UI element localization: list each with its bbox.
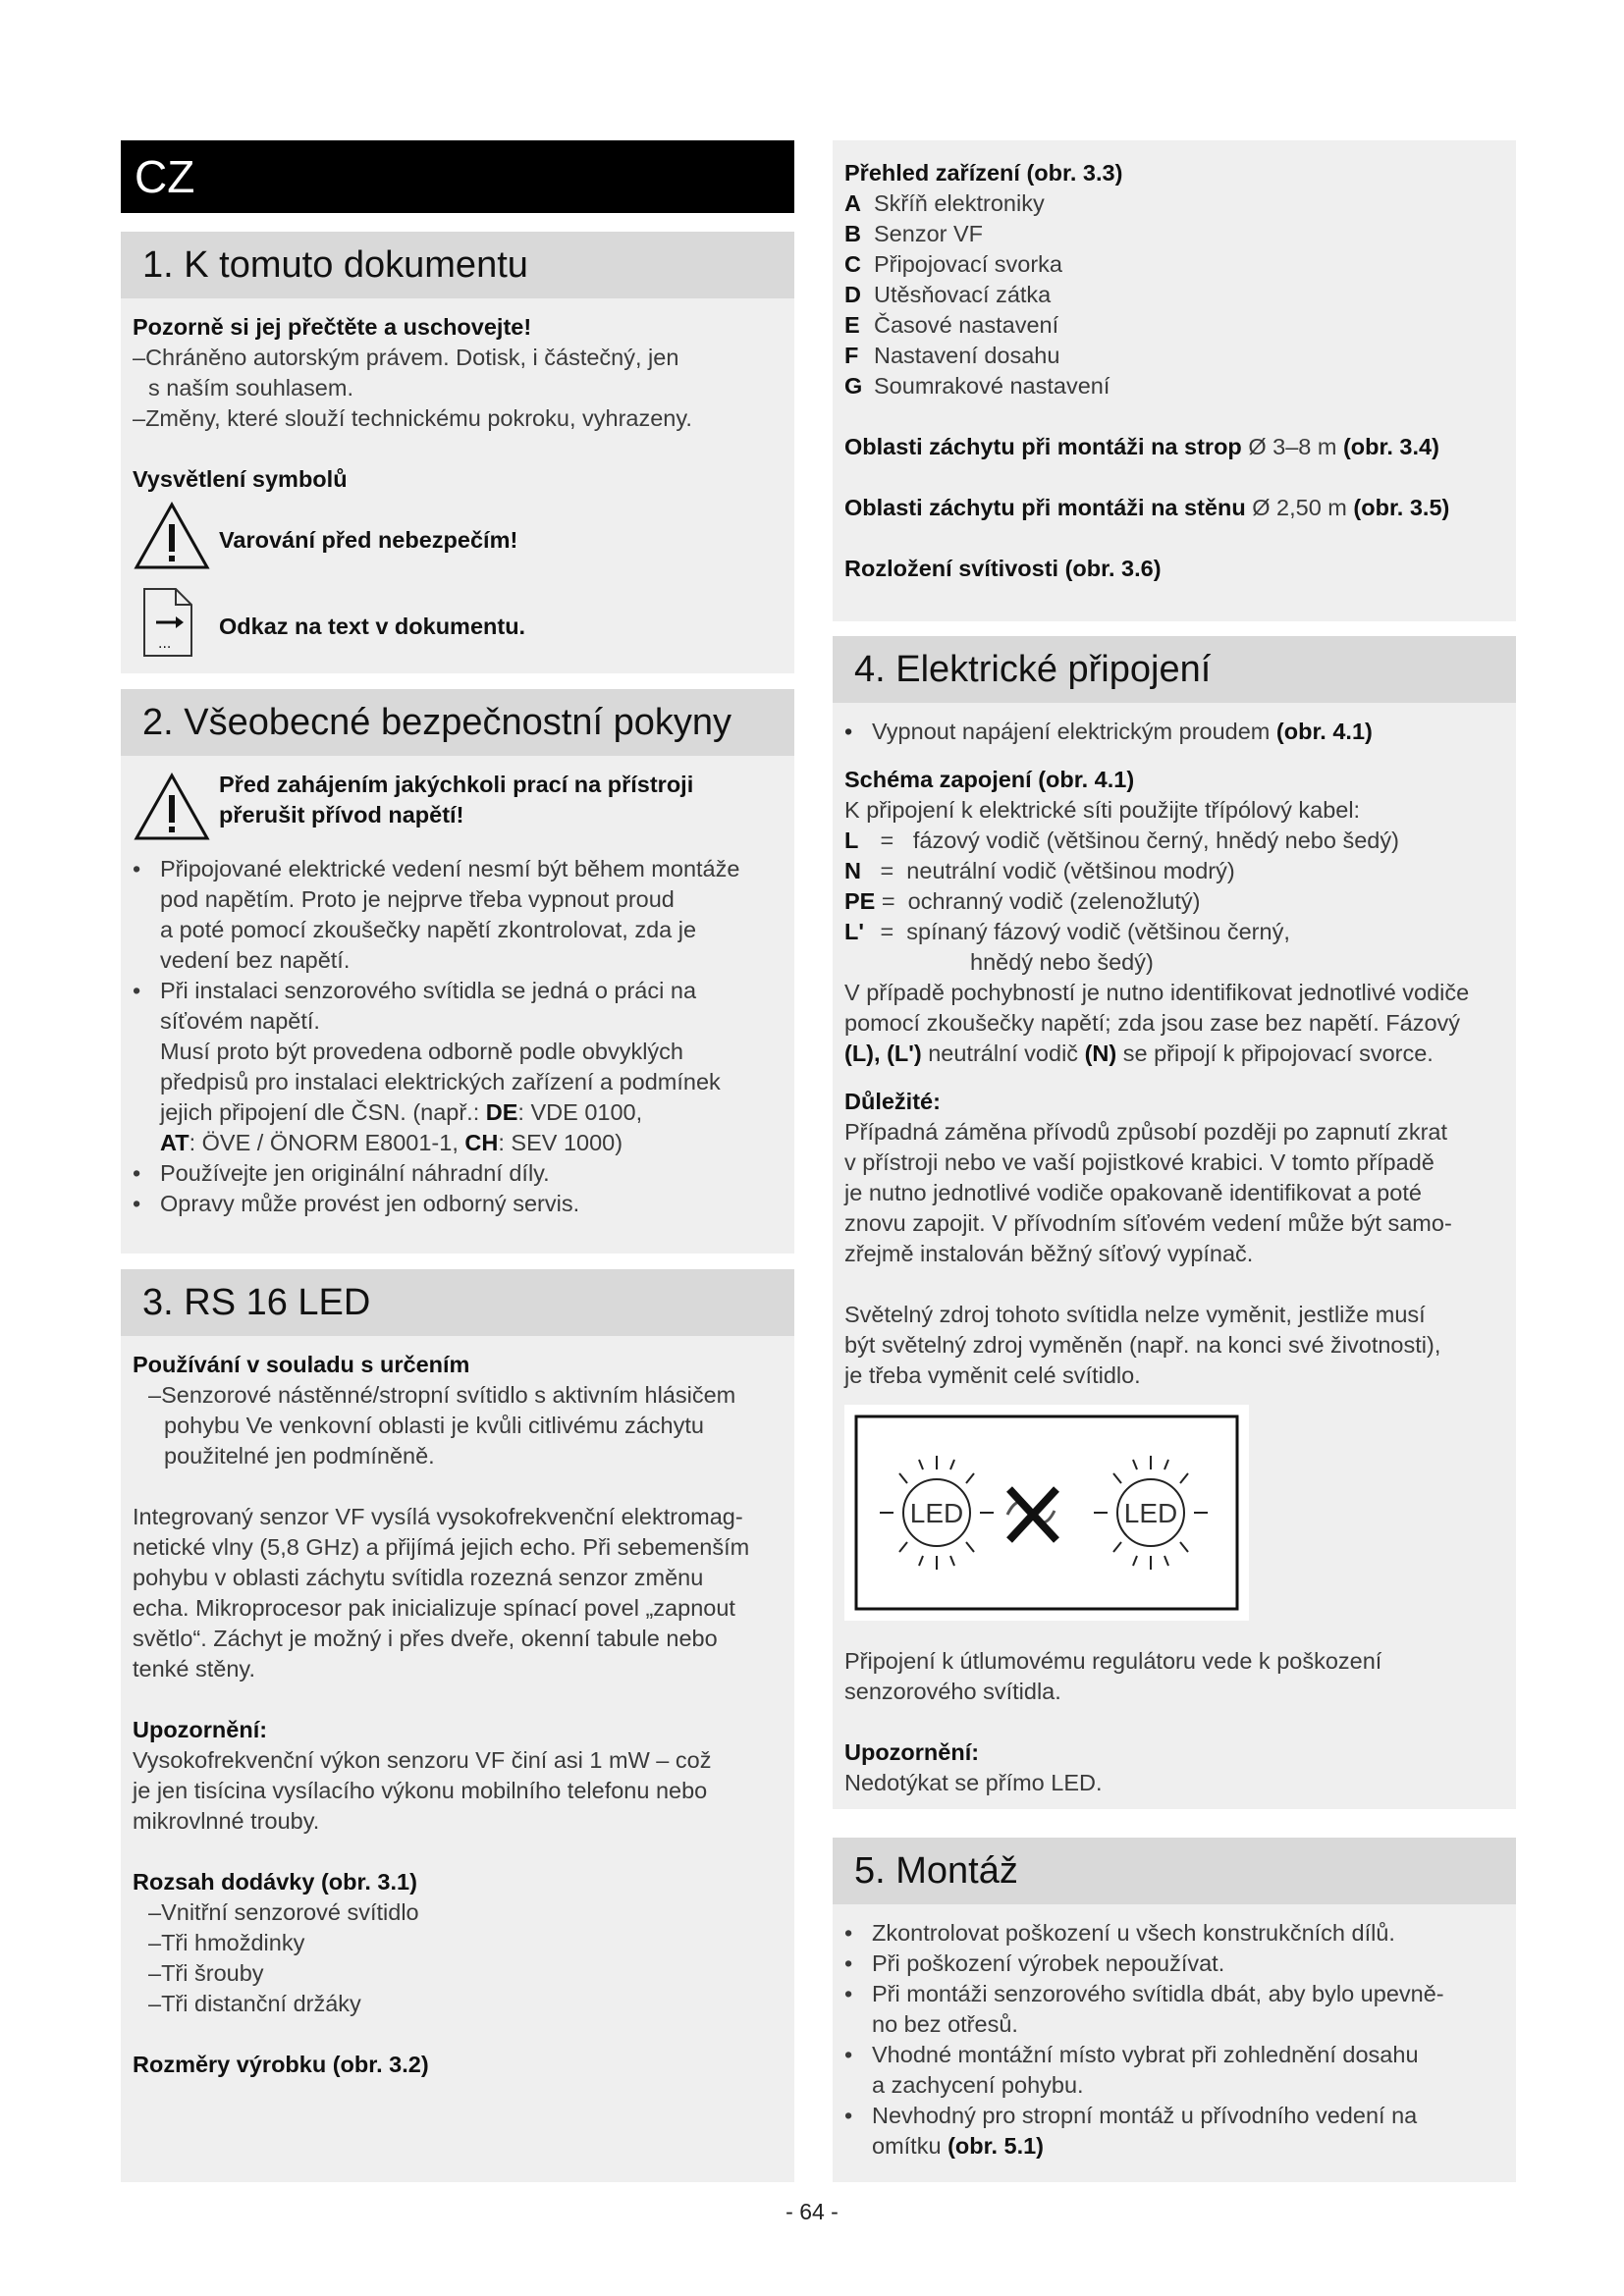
section-3	[121, 1269, 794, 2182]
sensor-text-l2: netické vlny (5,8 GHz) a přijímá jejich echo. Při sebemenším	[133, 1534, 750, 1560]
s4-bullet-1: • Vypnout napájení elektrickým proudem (obr. 4.1)	[844, 717, 1504, 747]
dims-heading: Rozměry výrobku (obr. 3.2)	[133, 2052, 429, 2077]
doubt-l3: (L), (L') neutrální vodič (N) se připojí k připojovací svorce.	[844, 1041, 1434, 1066]
use-l3: použitelné jen podmíněně.	[164, 1443, 435, 1468]
s5-bullet-2: • Při poškození výrobek nepoužívat.	[844, 1949, 1504, 1979]
use-heading: Používání v souladu s určením	[133, 1352, 470, 1377]
s3-note-l1: Vysokofrekvenční výkon senzoru VF činí asi 1 mW – což	[133, 1747, 712, 1773]
scope-item: –Tři šrouby	[148, 1960, 264, 1986]
section-4-title: 4. Elektrické připojení	[833, 636, 1516, 703]
sensor-text-l1: Integrovaný senzor VF vysílá vysokofrekvenční elektromag-	[133, 1504, 743, 1529]
section-4	[833, 636, 1516, 1809]
document-reference-icon	[133, 587, 195, 658]
important-l3: je nutno jednotlivé vodiče opakovaně identifikovat a poté	[844, 1180, 1422, 1205]
important-l2: v přístroji nebo ve vaší pojistkové krabici. V tomto případě	[844, 1149, 1435, 1175]
language-badge: CZ	[121, 140, 794, 213]
wall-range: Oblasti záchytu při montáži na stěnu Ø 2,50 m (obr. 3.5)	[844, 495, 1450, 520]
overview-item: B Senzor VF	[844, 221, 984, 246]
overview-item: G Soumrakové nastavení	[844, 373, 1110, 399]
s5-bullet-1: • Zkontrolovat poškození u všech konstrukčních dílů.	[844, 1918, 1504, 1949]
s1-dash2: –Změny, které slouží technickému pokroku, vyhrazeny.	[133, 405, 692, 431]
s5-bullet-5: • Nevhodný pro stropní montáž u přívodního vedení na omítku (obr. 5.1)	[844, 2101, 1504, 2162]
led-label: LED	[909, 1498, 964, 1528]
s2-warning-l1: Před zahájením jakýchkoli prací na přístroji	[219, 772, 694, 797]
s1-dash1-cont: s naším souhlasem.	[148, 375, 353, 400]
important-l5: zřejmě instalován běžný síťový vypínač.	[844, 1241, 1254, 1266]
s2-bullet-4: • Opravy může provést jen odborný servis.	[133, 1189, 783, 1219]
symbols-heading: Vysvětlení symbolů	[133, 466, 348, 492]
section-2	[121, 689, 794, 1254]
s3-note-l3: mikrovlnné trouby.	[133, 1808, 320, 1834]
scope-item: –Tři distanční držáky	[148, 1991, 361, 2016]
s1-intro: Pozorně si jej přečtěte a uschovejte!	[133, 314, 532, 340]
use-l2: pohybu Ve venkovní oblasti je kvůli citlivému záchytu	[164, 1413, 704, 1438]
svg-text:...: ...	[158, 636, 172, 652]
overview-item: E Časové nastavení	[844, 312, 1059, 338]
led-dimmer-figure	[844, 1405, 1249, 1621]
section-1-title: 1. K tomuto dokumentu	[121, 232, 794, 298]
no-dimmer-diagram	[852, 1413, 1241, 1613]
s2-bullet-2: • Při instalaci senzorového svítidla se jedná o práci na síťovém napětí. Musí proto být provedena odborně podle obvyklých předpisů pro instalaci elektrických zařízení a podmínek jejich připojení dle ČSN. (např.: DE: VDE 0100, AT: ÖVE / ÖNORM E8001-1, CH: SEV 1000)	[133, 976, 783, 1158]
section-5-title: 5. Montáž	[833, 1838, 1516, 1904]
sensor-text-l4: echa. Mikroprocesor pak inicializuje spínací povel „zapnout	[133, 1595, 735, 1621]
s5-bullet-3: • Při montáži senzorového svítidla dbát, aby bylo upevně- no bez otřesů.	[844, 1979, 1504, 2040]
scope-item: –Tři hmoždinky	[148, 1930, 305, 1955]
overview-section	[833, 140, 1516, 621]
dimmer-l2: senzorového svítidla.	[844, 1679, 1061, 1704]
wire-row: PE = ochranný vodič (zelenožlutý)	[844, 888, 1201, 914]
overview-item: D Utěsňovací zátka	[844, 282, 1052, 307]
warning-icon	[133, 772, 211, 842]
s4-note-text: Nedotýkat se přímo LED.	[844, 1770, 1103, 1795]
led-label: LED	[1123, 1498, 1178, 1528]
doubt-l2: pomocí zkoušečky napětí; zda jsou zase bez napětí. Fázový	[844, 1010, 1461, 1036]
source-l3: je třeba vyměnit celé svítidlo.	[844, 1362, 1141, 1388]
sensor-text-l5: světlo“. Záchyt je možný i přes dveře, okenní tabule nebo	[133, 1626, 718, 1651]
schema-intro: K připojení k elektrické síti použijte třípólový kabel:	[844, 797, 1361, 823]
s3-note-l2: je jen tisícina vysílacího výkonu mobilního telefonu nebo	[133, 1778, 708, 1803]
wire-row-cont: hnědý nebo šedý)	[970, 949, 1154, 975]
sensor-text-l6: tenké stěny.	[133, 1656, 255, 1682]
wire-row: N = neutrální vodič (většinou modrý)	[844, 858, 1235, 883]
dimmer-l1: Připojení k útlumovému regulátoru vede k poškození	[844, 1648, 1382, 1674]
warning-text: Varování před nebezpečím!	[219, 526, 518, 553]
s4-note-heading: Upozornění:	[844, 1739, 980, 1765]
important-l1: Případná záměna přívodů způsobí později po zapnutí zkrat	[844, 1119, 1447, 1145]
overview-item: F Nastavení dosahu	[844, 343, 1060, 368]
doubt-l1: V případě pochybností je nutno identifikovat jednotlivé vodiče	[844, 980, 1470, 1005]
schema-heading: Schéma zapojení (obr. 4.1)	[844, 767, 1135, 792]
section-2-title: 2. Všeobecné bezpečnostní pokyny	[121, 689, 794, 756]
reference-text: Odkaz na text v dokumentu.	[219, 613, 526, 639]
overview-heading: Přehled zařízení (obr. 3.3)	[844, 160, 1123, 186]
overview-item: C Připojovací svorka	[844, 251, 1062, 277]
source-l2: být světelný zdroj vyměněn (např. na konci své životnosti),	[844, 1332, 1441, 1358]
scope-heading: Rozsah dodávky (obr. 3.1)	[133, 1869, 417, 1895]
wire-row: L = fázový vodič (většinou černý, hnědý nebo šedý)	[844, 828, 1399, 853]
section-3-title: 3. RS 16 LED	[121, 1269, 794, 1336]
page-number: - 64 -	[785, 2199, 839, 2224]
dimmer-forbidden-icon	[1007, 1489, 1056, 1540]
important-heading: Důležité:	[844, 1089, 941, 1114]
ceiling-range: Oblasti záchytu při montáži na strop Ø 3–8 m (obr. 3.4)	[844, 434, 1439, 459]
warning-icon	[133, 501, 211, 571]
s2-warning-l2: přerušit přívod napětí!	[219, 802, 464, 828]
s3-note-heading: Upozornění:	[133, 1717, 268, 1742]
wire-row: L' = spínaný fázový vodič (většinou černý,	[844, 919, 1290, 944]
s2-bullet-3: • Používejte jen originální náhradní díly.	[133, 1158, 783, 1189]
section-1	[121, 232, 794, 673]
light-distribution: Rozložení svítivosti (obr. 3.6)	[844, 556, 1162, 581]
source-l1: Světelný zdroj tohoto svítidla nelze vyměnit, jestliže musí	[844, 1302, 1426, 1327]
important-l4: znovu zapojit. V přívodním síťovém vedení může být samo-	[844, 1210, 1452, 1236]
use-l1: –Senzorové nástěnné/stropní svítidlo s aktivním hlásičem	[148, 1382, 736, 1408]
overview-item: A Skříň elektroniky	[844, 190, 1045, 216]
scope-item: –Vnitřní senzorové svítidlo	[148, 1899, 419, 1925]
s1-dash1: –Chráněno autorským právem. Dotisk, i částečný, jen	[133, 345, 679, 370]
s2-bullet-1: • Připojované elektrické vedení nesmí být během montáže pod napětím. Proto je nejprve třeba vypnout proud a poté pomocí zkoušečky napětí zkontrolovat, zda je vedení bez napětí.	[133, 854, 783, 976]
section-5	[833, 1838, 1516, 2182]
sensor-text-l3: pohybu v oblasti záchytu svítidla rozezná senzor změnu	[133, 1565, 704, 1590]
s5-bullet-4: • Vhodné montážní místo vybrat při zohlednění dosahu a zachycení pohybu.	[844, 2040, 1504, 2101]
